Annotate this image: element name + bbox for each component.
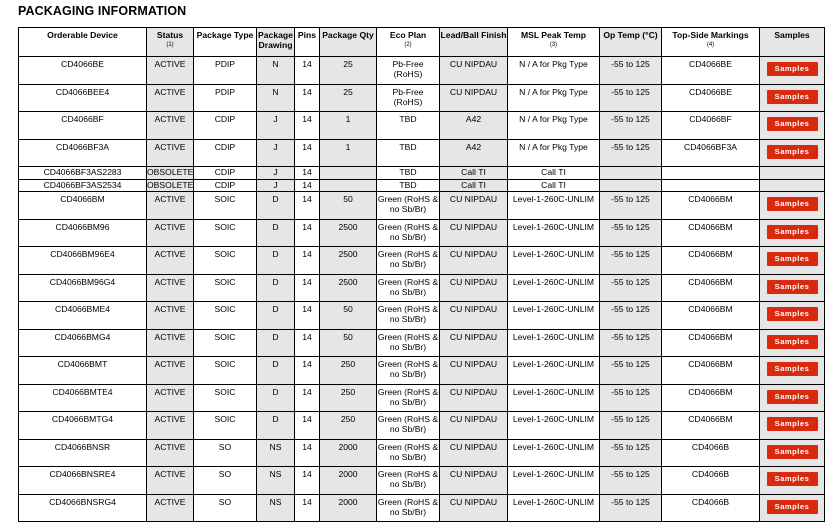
cell-package-drawing: D [257, 247, 295, 275]
cell-msl-peak-temp: Level-1-260C-UNLIM [508, 219, 600, 247]
cell-lead-finish: CU NIPDAU [440, 84, 508, 112]
cell-samples [760, 112, 825, 140]
cell-device: CD4066BNSRG4 [19, 494, 147, 522]
cell-samples [760, 494, 825, 522]
col-header-orderable-device: Orderable Device [19, 28, 147, 57]
cell-package-type: CDIP [194, 139, 257, 167]
cell-samples [760, 357, 825, 385]
cell-eco-plan: Green (RoHS & no Sb/Br) [377, 302, 440, 330]
col-header-top-side-markings: Top-Side Markings (4) [662, 28, 760, 57]
cell-op-temp: -55 to 125 [600, 384, 662, 412]
cell-package-drawing: D [257, 274, 295, 302]
cell-op-temp: -55 to 125 [600, 219, 662, 247]
cell-top-side-marking [662, 179, 760, 192]
samples-button[interactable]: Samples [767, 90, 818, 104]
cell-package-type: SOIC [194, 329, 257, 357]
cell-pins: 14 [295, 219, 320, 247]
cell-top-side-marking: CD4066BF3A [662, 139, 760, 167]
cell-op-temp: -55 to 125 [600, 302, 662, 330]
cell-msl-peak-temp: Level-1-260C-UNLIM [508, 357, 600, 385]
cell-package-type: SOIC [194, 412, 257, 440]
cell-package-type: SO [194, 467, 257, 495]
cell-top-side-marking: CD4066BM [662, 412, 760, 440]
table-row [19, 467, 825, 495]
cell-samples [760, 179, 825, 192]
cell-msl-peak-temp: Level-1-260C-UNLIM [508, 302, 600, 330]
cell-lead-finish: Call TI [440, 179, 508, 192]
cell-package-drawing: D [257, 302, 295, 330]
cell-samples [760, 84, 825, 112]
cell-package-qty [320, 167, 377, 180]
footnote-ref: (1) [166, 42, 174, 48]
table-row [19, 412, 825, 440]
cell-top-side-marking: CD4066BM [662, 384, 760, 412]
cell-package-drawing: D [257, 412, 295, 440]
cell-eco-plan: TBD [377, 179, 440, 192]
cell-device: CD4066BE [19, 57, 147, 85]
cell-status: ACTIVE [147, 57, 194, 85]
samples-button[interactable]: Samples [767, 307, 818, 321]
cell-pins: 14 [295, 167, 320, 180]
cell-lead-finish: CU NIPDAU [440, 384, 508, 412]
cell-pins: 14 [295, 57, 320, 85]
cell-top-side-marking: CD4066BF [662, 112, 760, 140]
cell-samples [760, 439, 825, 467]
table-row [19, 302, 825, 330]
cell-device: CD4066BMT [19, 357, 147, 385]
cell-pins: 14 [295, 179, 320, 192]
cell-status: ACTIVE [147, 274, 194, 302]
cell-package-drawing: NS [257, 494, 295, 522]
samples-button[interactable]: Samples [767, 62, 818, 76]
cell-package-type: SO [194, 439, 257, 467]
cell-status: OBSOLETE [147, 167, 194, 177]
cell-samples [760, 467, 825, 495]
cell-op-temp: -55 to 125 [600, 57, 662, 85]
samples-button[interactable]: Samples [767, 145, 818, 159]
col-header-eco-plan: Eco Plan (2) [377, 28, 440, 57]
cell-samples [760, 57, 825, 85]
footnote-ref: (2) [404, 42, 412, 48]
cell-package-type: CDIP [194, 167, 257, 180]
cell-package-drawing: D [257, 384, 295, 412]
cell-package-qty: 250 [320, 412, 377, 440]
cell-lead-finish: CU NIPDAU [440, 357, 508, 385]
cell-status: ACTIVE [147, 384, 194, 412]
cell-package-drawing: J [257, 167, 295, 180]
cell-package-type: SOIC [194, 357, 257, 385]
cell-status: ACTIVE [147, 494, 194, 522]
cell-package-drawing: N [257, 84, 295, 112]
cell-lead-finish: CU NIPDAU [440, 329, 508, 357]
cell-package-type: SOIC [194, 302, 257, 330]
cell-package-drawing: J [257, 139, 295, 167]
cell-package-qty: 2000 [320, 494, 377, 522]
cell-pins: 14 [295, 139, 320, 167]
cell-lead-finish: CU NIPDAU [440, 192, 508, 220]
cell-status: ACTIVE [147, 302, 194, 330]
cell-device: CD4066BEE4 [19, 84, 147, 112]
cell-pins: 14 [295, 384, 320, 412]
cell-package-type: SOIC [194, 274, 257, 302]
cell-pins: 14 [295, 357, 320, 385]
cell-pins: 14 [295, 302, 320, 330]
cell-package-drawing: D [257, 329, 295, 357]
cell-status: ACTIVE [147, 139, 194, 167]
cell-lead-finish: CU NIPDAU [440, 467, 508, 495]
cell-op-temp: -55 to 125 [600, 84, 662, 112]
col-header-package-type: Package Type [194, 28, 257, 57]
cell-device: CD4066BNSR [19, 439, 147, 467]
cell-eco-plan: TBD [377, 139, 440, 167]
cell-eco-plan: Green (RoHS & no Sb/Br) [377, 274, 440, 302]
cell-package-type: CDIP [194, 179, 257, 192]
table-row [19, 139, 825, 167]
footnote-ref: (3) [549, 42, 558, 48]
cell-eco-plan: Green (RoHS & no Sb/Br) [377, 192, 440, 220]
cell-top-side-marking: CD4066BM [662, 219, 760, 247]
cell-pins: 14 [295, 274, 320, 302]
col-header-package-qty: Package Qty [320, 28, 377, 57]
table-row [19, 384, 825, 412]
cell-samples [760, 192, 825, 220]
cell-package-type: SO [194, 494, 257, 522]
table-row [19, 179, 825, 192]
cell-eco-plan: Green (RoHS & no Sb/Br) [377, 494, 440, 522]
samples-button[interactable]: Samples [767, 445, 818, 459]
samples-button[interactable]: Samples [767, 472, 818, 486]
cell-status: ACTIVE [147, 247, 194, 275]
cell-eco-plan: Pb-Free (RoHS) [377, 84, 440, 112]
cell-top-side-marking: CD4066BE [662, 84, 760, 112]
cell-package-qty: 25 [320, 84, 377, 112]
cell-top-side-marking: CD4066B [662, 467, 760, 495]
cell-package-type: SOIC [194, 247, 257, 275]
cell-eco-plan: Green (RoHS & no Sb/Br) [377, 439, 440, 467]
cell-samples [760, 219, 825, 247]
cell-device: CD4066BM96 [19, 219, 147, 247]
samples-button[interactable]: Samples [767, 280, 818, 294]
cell-msl-peak-temp: Level-1-260C-UNLIM [508, 412, 600, 440]
cell-pins: 14 [295, 329, 320, 357]
cell-lead-finish: CU NIPDAU [440, 439, 508, 467]
table-row [19, 357, 825, 385]
col-header-status: Status (1) [147, 28, 194, 57]
cell-samples [760, 302, 825, 330]
cell-eco-plan: Green (RoHS & no Sb/Br) [377, 467, 440, 495]
cell-device: CD4066BF [19, 112, 147, 140]
cell-package-type: SOIC [194, 219, 257, 247]
cell-package-qty: 50 [320, 302, 377, 330]
cell-package-qty: 250 [320, 384, 377, 412]
cell-pins: 14 [295, 84, 320, 112]
cell-op-temp: -55 to 125 [600, 329, 662, 357]
cell-op-temp: -55 to 125 [600, 412, 662, 440]
cell-samples [760, 139, 825, 167]
cell-eco-plan: Green (RoHS & no Sb/Br) [377, 329, 440, 357]
cell-msl-peak-temp: N / A for Pkg Type [508, 57, 600, 85]
samples-button[interactable]: Samples [767, 225, 818, 239]
cell-status: OBSOLETE [147, 179, 194, 190]
cell-pins: 14 [295, 467, 320, 495]
cell-lead-finish: A42 [440, 112, 508, 140]
cell-eco-plan: Pb-Free (RoHS) [377, 57, 440, 85]
cell-device: CD4066BME4 [19, 302, 147, 330]
cell-status: ACTIVE [147, 84, 194, 112]
cell-package-qty: 1 [320, 139, 377, 167]
table-row [19, 84, 825, 112]
cell-status: ACTIVE [147, 219, 194, 247]
cell-op-temp [600, 179, 662, 192]
cell-msl-peak-temp: N / A for Pkg Type [508, 84, 600, 112]
cell-device: CD4066BF3AS2534 [19, 179, 147, 192]
cell-status: ACTIVE [147, 412, 194, 440]
cell-pins: 14 [295, 192, 320, 220]
header-row [19, 28, 825, 57]
cell-lead-finish: CU NIPDAU [440, 57, 508, 85]
cell-msl-peak-temp: N / A for Pkg Type [508, 139, 600, 167]
cell-op-temp: -55 to 125 [600, 247, 662, 275]
cell-eco-plan: Green (RoHS & no Sb/Br) [377, 247, 440, 275]
cell-package-drawing: NS [257, 439, 295, 467]
cell-top-side-marking: CD4066B [662, 494, 760, 522]
cell-op-temp [600, 167, 662, 180]
cell-pins: 14 [295, 439, 320, 467]
cell-lead-finish: CU NIPDAU [440, 412, 508, 440]
cell-msl-peak-temp: Level-1-260C-UNLIM [508, 274, 600, 302]
cell-package-drawing: N [257, 57, 295, 85]
cell-msl-peak-temp: Level-1-260C-UNLIM [508, 329, 600, 357]
cell-samples [760, 274, 825, 302]
cell-eco-plan: Green (RoHS & no Sb/Br) [377, 384, 440, 412]
cell-top-side-marking: CD4066BM [662, 329, 760, 357]
cell-msl-peak-temp: Level-1-260C-UNLIM [508, 384, 600, 412]
cell-msl-peak-temp: Level-1-260C-UNLIM [508, 467, 600, 495]
table-row [19, 439, 825, 467]
cell-eco-plan: Green (RoHS & no Sb/Br) [377, 412, 440, 440]
cell-top-side-marking [662, 167, 760, 180]
cell-op-temp: -55 to 125 [600, 192, 662, 220]
cell-status: ACTIVE [147, 467, 194, 495]
cell-package-drawing: D [257, 357, 295, 385]
cell-status: ACTIVE [147, 357, 194, 385]
cell-status: ACTIVE [147, 329, 194, 357]
cell-lead-finish: CU NIPDAU [440, 219, 508, 247]
cell-package-qty: 2500 [320, 219, 377, 247]
cell-eco-plan: TBD [377, 112, 440, 140]
table-row [19, 57, 825, 85]
table-row [19, 167, 825, 180]
cell-top-side-marking: CD4066BM [662, 274, 760, 302]
table-row [19, 494, 825, 522]
cell-op-temp: -55 to 125 [600, 112, 662, 140]
table-row [19, 219, 825, 247]
cell-msl-peak-temp: Call TI [508, 167, 600, 180]
cell-device: CD4066BF3A [19, 139, 147, 167]
footnote-ref: (4) [706, 42, 715, 48]
cell-status: ACTIVE [147, 112, 194, 140]
cell-msl-peak-temp: Level-1-260C-UNLIM [508, 439, 600, 467]
cell-device: CD4066BNSRE4 [19, 467, 147, 495]
cell-device: CD4066BF3AS2283 [19, 167, 147, 180]
cell-op-temp: -55 to 125 [600, 439, 662, 467]
cell-device: CD4066BM96E4 [19, 247, 147, 275]
cell-pins: 14 [295, 247, 320, 275]
cell-op-temp: -55 to 125 [600, 494, 662, 522]
cell-package-qty: 25 [320, 57, 377, 85]
cell-status: ACTIVE [147, 439, 194, 467]
cell-package-qty: 2000 [320, 439, 377, 467]
samples-button[interactable]: Samples [767, 390, 818, 404]
col-header-package-drawing: Package Drawing [257, 28, 295, 57]
cell-samples [760, 412, 825, 440]
cell-package-qty: 50 [320, 329, 377, 357]
cell-pins: 14 [295, 412, 320, 440]
table-row [19, 112, 825, 140]
cell-samples [760, 384, 825, 412]
cell-msl-peak-temp: N / A for Pkg Type [508, 112, 600, 140]
table-row [19, 274, 825, 302]
cell-msl-peak-temp: Call TI [508, 179, 600, 192]
cell-package-drawing: J [257, 112, 295, 140]
samples-button[interactable]: Samples [767, 335, 818, 349]
col-header-samples: Samples [760, 28, 825, 57]
packaging-table [18, 27, 825, 522]
cell-msl-peak-temp: Level-1-260C-UNLIM [508, 247, 600, 275]
cell-pins: 14 [295, 494, 320, 522]
page-title: PACKAGING INFORMATION [18, 4, 187, 18]
cell-package-qty: 1 [320, 112, 377, 140]
cell-lead-finish: CU NIPDAU [440, 274, 508, 302]
cell-package-qty: 50 [320, 192, 377, 220]
cell-package-type: PDIP [194, 57, 257, 85]
samples-button[interactable]: Samples [767, 362, 818, 376]
cell-samples [760, 329, 825, 357]
col-header-pins: Pins [295, 28, 320, 57]
cell-lead-finish: A42 [440, 139, 508, 167]
cell-lead-finish: CU NIPDAU [440, 494, 508, 522]
cell-package-qty: 2500 [320, 247, 377, 275]
cell-package-drawing: D [257, 192, 295, 220]
cell-package-qty: 2000 [320, 467, 377, 495]
cell-package-type: SOIC [194, 384, 257, 412]
cell-msl-peak-temp: Level-1-260C-UNLIM [508, 494, 600, 522]
cell-msl-peak-temp: Level-1-260C-UNLIM [508, 192, 600, 220]
cell-package-qty: 2500 [320, 274, 377, 302]
cell-top-side-marking: CD4066BM [662, 302, 760, 330]
cell-device: CD4066BMG4 [19, 329, 147, 357]
samples-button[interactable]: Samples [767, 252, 818, 266]
cell-package-drawing: D [257, 219, 295, 247]
cell-pins: 14 [295, 112, 320, 140]
table-row [19, 247, 825, 275]
cell-device: CD4066BMTG4 [19, 412, 147, 440]
cell-op-temp: -55 to 125 [600, 357, 662, 385]
cell-op-temp: -55 to 125 [600, 139, 662, 167]
cell-top-side-marking: CD4066BM [662, 357, 760, 385]
samples-button[interactable]: Samples [767, 117, 818, 131]
samples-button[interactable]: Samples [767, 417, 818, 431]
cell-eco-plan: TBD [377, 167, 440, 180]
cell-lead-finish: CU NIPDAU [440, 247, 508, 275]
cell-top-side-marking: CD4066BM [662, 247, 760, 275]
cell-package-type: PDIP [194, 84, 257, 112]
cell-lead-finish: Call TI [440, 167, 508, 180]
col-header-lead-ball-finish: Lead/Ball Finish [440, 28, 508, 57]
cell-top-side-marking: CD4066B [662, 439, 760, 467]
cell-op-temp: -55 to 125 [600, 467, 662, 495]
cell-top-side-marking: CD4066BM [662, 192, 760, 220]
cell-device: CD4066BM [19, 192, 147, 220]
samples-button[interactable]: Samples [767, 197, 818, 211]
cell-package-drawing: J [257, 179, 295, 192]
cell-package-qty [320, 179, 377, 192]
cell-package-type: SOIC [194, 192, 257, 220]
table-row [19, 329, 825, 357]
col-header-msl-peak-temp: MSL Peak Temp (3) [508, 28, 600, 57]
cell-top-side-marking: CD4066BE [662, 57, 760, 85]
cell-device: CD4066BMTE4 [19, 384, 147, 412]
cell-eco-plan: Green (RoHS & no Sb/Br) [377, 357, 440, 385]
cell-op-temp: -55 to 125 [600, 274, 662, 302]
cell-package-type: CDIP [194, 112, 257, 140]
cell-package-qty: 250 [320, 357, 377, 385]
cell-device: CD4066BM96G4 [19, 274, 147, 302]
cell-lead-finish: CU NIPDAU [440, 302, 508, 330]
col-header-op-temp: Op Temp (°C) [600, 28, 662, 57]
cell-eco-plan: Green (RoHS & no Sb/Br) [377, 219, 440, 247]
samples-button[interactable]: Samples [767, 500, 818, 514]
cell-status: ACTIVE [147, 192, 194, 220]
cell-samples [760, 167, 825, 180]
cell-samples [760, 247, 825, 275]
table-row [19, 192, 825, 220]
cell-package-drawing: NS [257, 467, 295, 495]
